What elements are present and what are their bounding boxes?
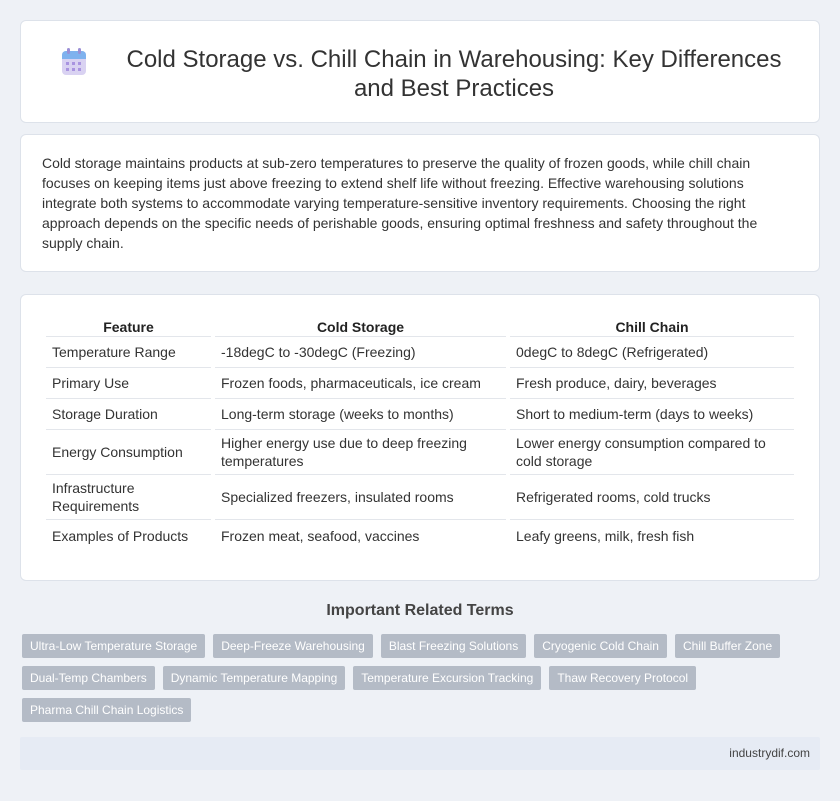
footer xyxy=(20,737,820,770)
table-row xyxy=(46,520,794,551)
related-term-tag[interactable]: Deep-Freeze Warehousing xyxy=(213,634,373,658)
table-cell: Storage Duration xyxy=(46,399,211,430)
table-cell: Temperature Range xyxy=(46,337,211,368)
table-cell: Specialized freezers, insulated rooms xyxy=(215,475,506,520)
comparison-card xyxy=(20,294,820,581)
related-term-tag[interactable]: Chill Buffer Zone xyxy=(675,634,780,658)
table-row xyxy=(46,399,794,430)
related-term-tag[interactable]: Thaw Recovery Protocol xyxy=(549,666,696,690)
related-terms-list xyxy=(22,634,802,722)
table-cell: Higher energy use due to deep freezing temperatures xyxy=(215,430,506,475)
table-cell: Fresh produce, dairy, beverages xyxy=(510,368,794,399)
related-term-tag[interactable]: Temperature Excursion Tracking xyxy=(353,666,541,690)
intro-paragraph: Cold storage maintains products at sub-zero temperatures to preserve the quality of frozen goods, while chill chain focuses on keeping items just above freezing to extend shelf life without freezing. Effective warehousing solutions integrate both systems to accommodate varying temperature-sensitive inventory requirements. Choosing the right approach depends on the specific needs of perishable goods, ensuring optimal freshness and safety throughout the supply chain. xyxy=(42,155,758,251)
header xyxy=(61,45,799,103)
table-cell: -18degC to -30degC (Freezing) xyxy=(215,337,506,368)
table-row xyxy=(46,337,794,368)
table-cell: Frozen foods, pharmaceuticals, ice cream xyxy=(215,368,506,399)
table-row xyxy=(46,368,794,399)
related-term-tag[interactable]: Cryogenic Cold Chain xyxy=(534,634,667,658)
header-feature: Feature xyxy=(46,313,211,337)
related-term-tag[interactable]: Ultra-Low Temperature Storage xyxy=(22,634,205,658)
table-cell: 0degC to 8degC (Refrigerated) xyxy=(510,337,794,368)
related-term-tag[interactable]: Dynamic Temperature Mapping xyxy=(163,666,346,690)
header-chill-chain: Chill Chain xyxy=(510,313,794,337)
table-cell: Leafy greens, milk, fresh fish xyxy=(516,527,695,544)
footer-site-link[interactable]: industrydif.com xyxy=(729,746,810,760)
page-title: Cold Storage vs. Chill Chain in Warehousing: Key Differences and Best Practices xyxy=(126,46,782,102)
table-cell: Short to medium-term (days to weeks) xyxy=(510,399,794,430)
table-cell: Infrastructure Requirements xyxy=(46,475,211,520)
related-term-tag[interactable]: Pharma Chill Chain Logistics xyxy=(22,698,191,722)
table-cell: Primary Use xyxy=(46,368,211,399)
header-cold-storage: Cold Storage xyxy=(215,313,506,337)
related-term-tag[interactable]: Blast Freezing Solutions xyxy=(381,634,526,658)
related-terms-heading: Important Related Terms xyxy=(326,602,514,619)
table-row xyxy=(46,430,794,475)
table-cell: Lower energy consumption compared to cold storage xyxy=(510,430,794,475)
calendar-icon xyxy=(61,48,87,76)
table-cell: Refrigerated rooms, cold trucks xyxy=(510,475,794,520)
table-cell: Long-term storage (weeks to months) xyxy=(215,399,506,430)
table-cell: Examples of Products xyxy=(52,527,189,544)
header-card xyxy=(20,20,820,123)
table-row xyxy=(46,475,794,520)
related-term-tag[interactable]: Dual-Temp Chambers xyxy=(22,666,155,690)
table-cell: Frozen meat, seafood, vaccines xyxy=(221,527,420,544)
intro-card xyxy=(20,134,820,272)
table-header-row xyxy=(46,313,794,337)
table-cell: Energy Consumption xyxy=(46,430,211,475)
comparison-table xyxy=(42,313,798,551)
